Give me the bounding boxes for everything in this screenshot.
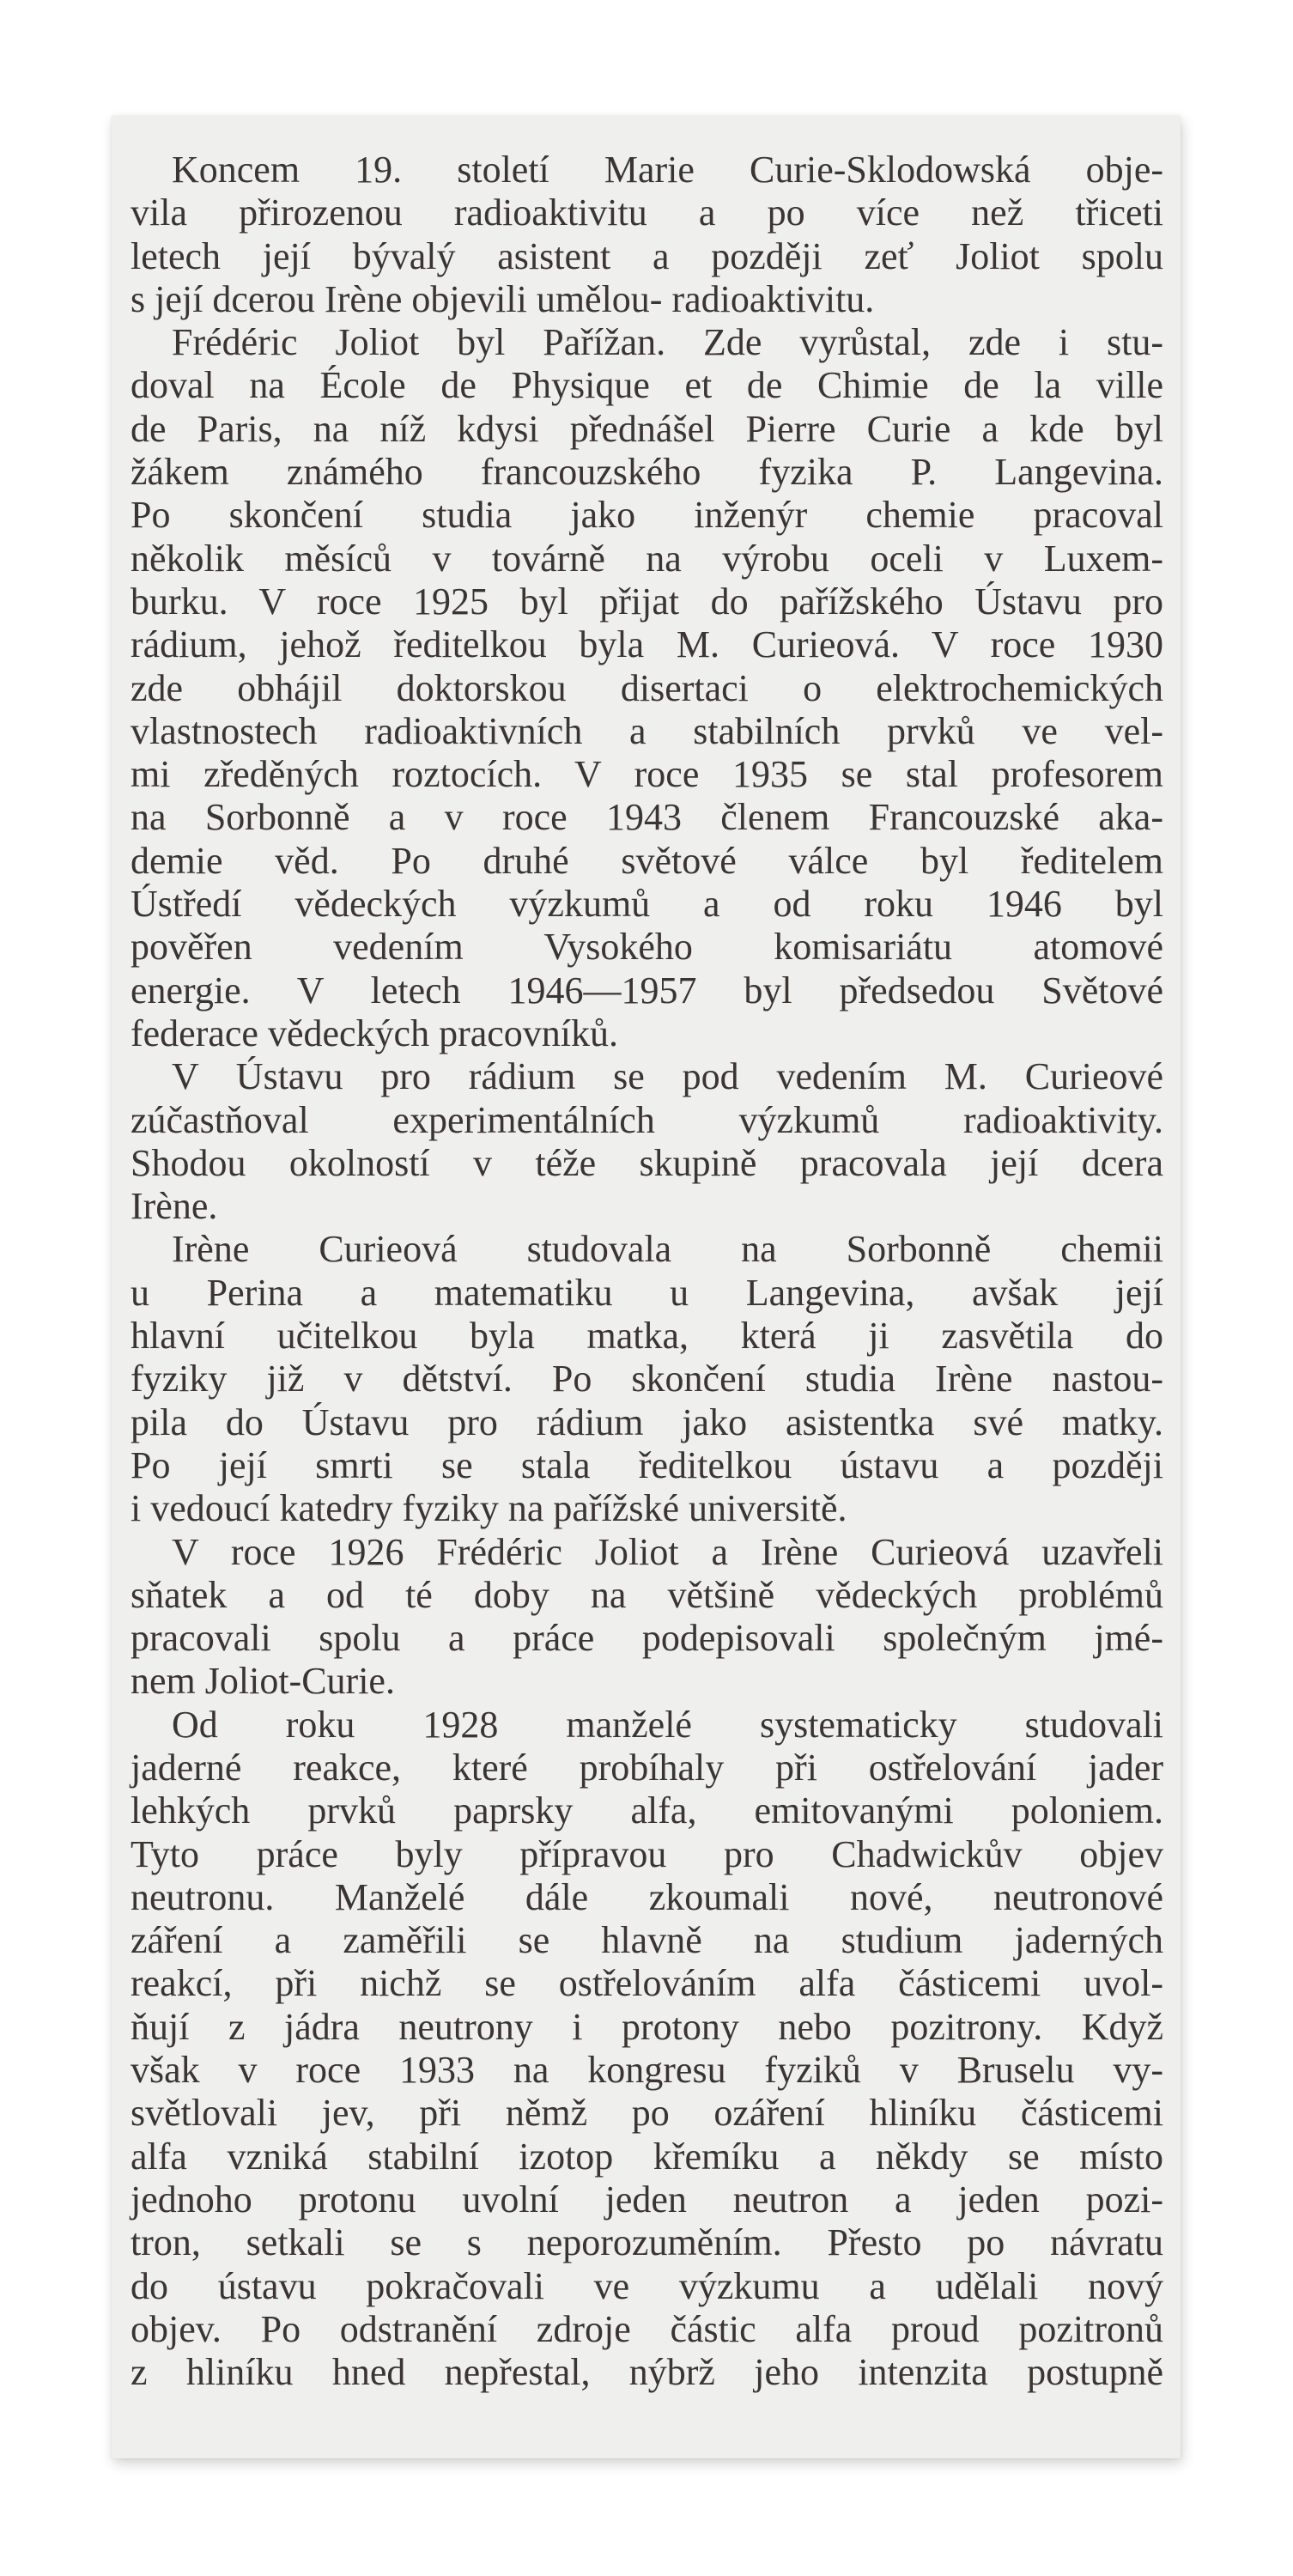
text-line: Tyto práce byly přípravou pro Chadwickův objev bbox=[131, 1832, 1163, 1875]
text-line: pila do Ústavu pro rádium jako asistentka své matky. bbox=[131, 1400, 1163, 1443]
text-line: Irène Curieová studovala na Sorbonně chemii bbox=[172, 1228, 1163, 1271]
text-line: Shodou okolností v téže skupině pracovala její dcera bbox=[131, 1141, 1163, 1184]
text-line: jednoho protonu uvolní jeden neutron a jeden pozi- bbox=[131, 2178, 1163, 2221]
text-line: z hliníku hned nepřestal, nýbrž jeho intenzita postupně bbox=[131, 2351, 1163, 2394]
text-line: na Sorbonně a v roce 1943 členem Francouzské aka- bbox=[131, 796, 1163, 839]
text-line: s její dcerou Irène objevili umělou- radioaktivitu. bbox=[131, 277, 875, 320]
text-line: Frédéric Joliot byl Pařížan. Zde vyrůstal, zde i stu- bbox=[172, 321, 1163, 364]
text-line: letech její bývalý asistent a později zeť Joliot spolu bbox=[131, 234, 1163, 277]
text-line: ňují z jádra neutrony i protony nebo pozitrony. Když bbox=[131, 2005, 1163, 2048]
text-line: sňatek a od té doby na většině vědeckých problémů bbox=[131, 1573, 1163, 1616]
text-line: lehkých prvků paprsky alfa, emitovanými poloniem. bbox=[131, 1789, 1163, 1832]
text-line: rádium, jehož ředitelkou byla M. Curieová. V roce 1930 bbox=[131, 623, 1163, 666]
text-line: i vedoucí katedry fyziky na pařížské universitě. bbox=[131, 1487, 847, 1530]
text-line: Ústředí vědeckých výzkumů a od roku 1946 byl bbox=[131, 883, 1163, 926]
text-line: zde obhájil doktorskou disertaci o elektrochemických bbox=[131, 666, 1163, 709]
paragraph bbox=[131, 1228, 1163, 1530]
text-line: světlovali jev, při němž po ozáření hliníku částicemi bbox=[131, 2092, 1163, 2135]
text-line: u Perina a matematiku u Langevina, avšak její bbox=[131, 1271, 1163, 1314]
text-line: tron, setkali se s neporozuměním. Přesto po návratu bbox=[131, 2221, 1163, 2264]
paragraph bbox=[131, 321, 1163, 1055]
text-line: de Paris, na níž kdysi přednášel Pierre Curie a kde byl bbox=[131, 407, 1163, 450]
paragraph bbox=[131, 1531, 1163, 1704]
text-line: mi zředěných roztocích. V roce 1935 se stal profesorem bbox=[131, 753, 1163, 796]
text-line: Koncem 19. století Marie Curie-Sklodowská obje- bbox=[172, 149, 1163, 191]
text-line: alfa vzniká stabilní izotop křemíku a někdy se místo bbox=[131, 2135, 1163, 2178]
text-line: hlavní učitelkou byla matka, která ji zasvětila do bbox=[131, 1315, 1163, 1358]
text-line: objev. Po odstranění zdroje částic alfa proud pozitronů bbox=[131, 2307, 1163, 2350]
text-line: několik měsíců v továrně na výrobu oceli v Luxem- bbox=[131, 537, 1163, 580]
text-line: V Ústavu pro rádium se pod vedením M. Curieové bbox=[172, 1055, 1163, 1098]
text-line: vila přirozenou radioaktivitu a po více než třiceti bbox=[131, 191, 1163, 234]
text-line: pověřen vedením Vysokého komisariátu atomové bbox=[131, 926, 1163, 969]
text-line: však v roce 1933 na kongresu fyziků v Bruselu vy- bbox=[131, 2049, 1163, 2092]
text-line: federace vědeckých pracovníků. bbox=[131, 1012, 619, 1054]
text-line: pracovali spolu a práce podepisovali společným jmé- bbox=[131, 1617, 1163, 1660]
text-line: žákem známého francouzského fyzika P. Langevina. bbox=[131, 451, 1163, 494]
text-line: jaderné reakce, které probíhaly při ostřelování jader bbox=[131, 1746, 1163, 1789]
text-line: reakcí, při nichž se ostřelováním alfa částicemi uvol- bbox=[131, 1962, 1163, 2005]
text-line: V roce 1926 Frédéric Joliot a Irène Curieová uzavřeli bbox=[172, 1530, 1163, 1573]
paragraph bbox=[131, 1704, 1163, 2395]
document-page bbox=[112, 116, 1181, 2458]
paragraph bbox=[131, 1055, 1163, 1228]
text-line: Od roku 1928 manželé systematicky studovali bbox=[172, 1703, 1163, 1746]
text-line: do ústavu pokračovali ve výzkumu a udělali nový bbox=[131, 2264, 1163, 2307]
text-line: burku. V roce 1925 byl přijat do pařížského Ústavu pro bbox=[131, 580, 1163, 623]
body-text bbox=[131, 149, 1163, 2394]
text-line: vlastnostech radioaktivních a stabilních prvků ve vel- bbox=[131, 709, 1163, 752]
text-line: energie. V letech 1946—1957 byl předsedou Světové bbox=[131, 969, 1163, 1012]
text-line: Po skončení studia jako inženýr chemie pracoval bbox=[131, 494, 1163, 537]
paragraph bbox=[131, 149, 1163, 321]
text-line: Irène. bbox=[131, 1185, 218, 1228]
text-line: zúčastňoval experimentálních výzkumů radioaktivity. bbox=[131, 1098, 1163, 1141]
text-line: doval na École de Physique et de Chimie de la ville bbox=[131, 364, 1163, 407]
text-line: neutronu. Manželé dále zkoumali nové, neutronové bbox=[131, 1875, 1163, 1918]
text-line: demie věd. Po druhé světové válce byl ředitelem bbox=[131, 839, 1163, 882]
text-line: nem Joliot-Curie. bbox=[131, 1660, 395, 1703]
text-line: Po její smrti se stala ředitelkou ústavu a později bbox=[131, 1443, 1163, 1486]
text-line: fyziky již v dětství. Po skončení studia Irène nastou- bbox=[131, 1358, 1163, 1400]
text-line: záření a zaměřili se hlavně na studium jaderných bbox=[131, 1919, 1163, 1962]
